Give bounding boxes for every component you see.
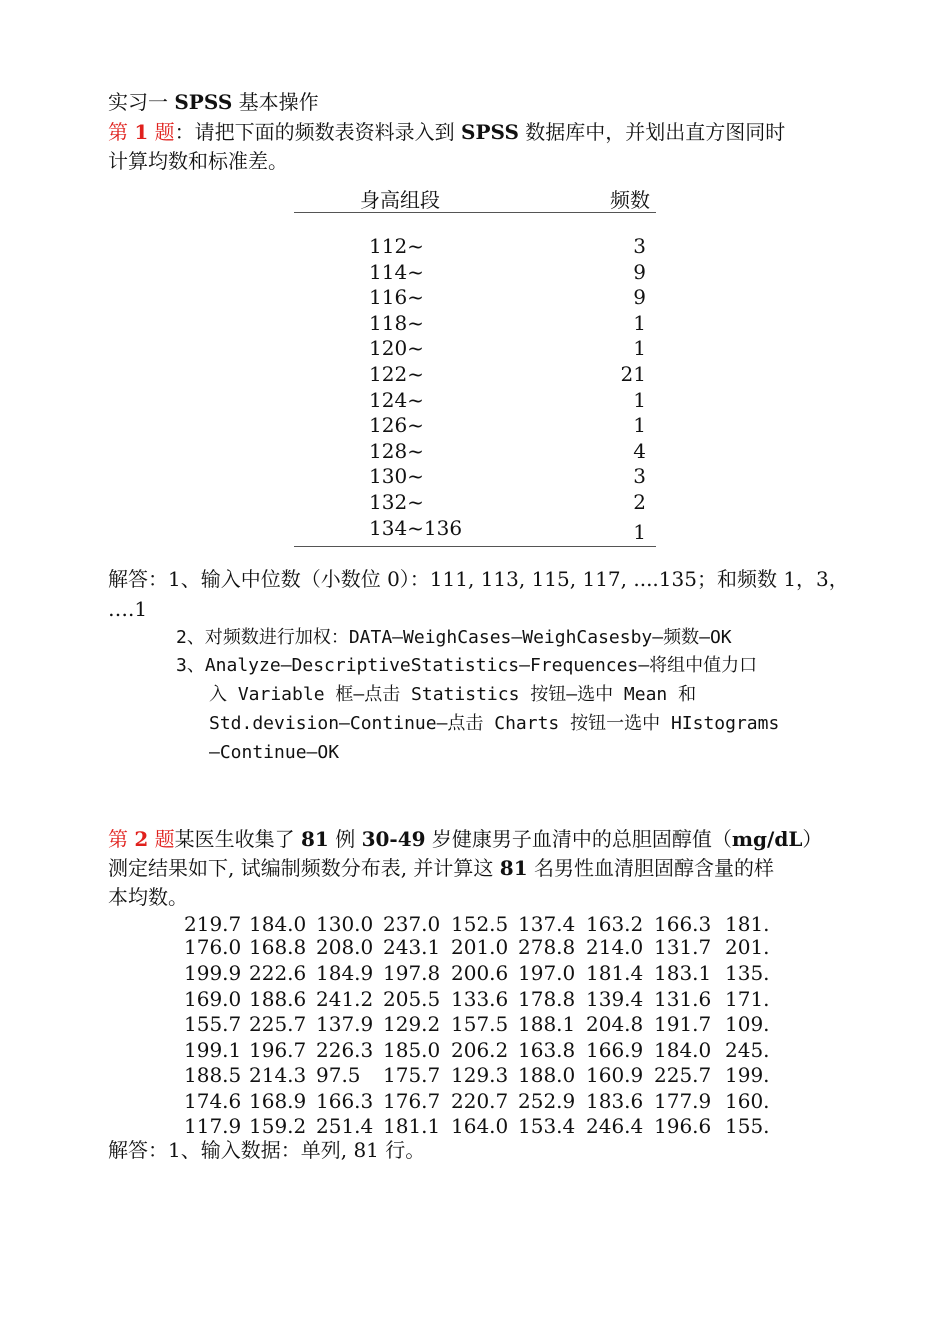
- height-group-cell: 130~: [369, 464, 424, 489]
- cholesterol-value: 237.0: [383, 912, 441, 936]
- cholesterol-value: 133.6: [451, 987, 509, 1011]
- cholesterol-value: 226.3: [316, 1038, 374, 1062]
- frequency-table-row: [294, 516, 656, 542]
- q1-answer-step3b: 入 Variable 框—点击 Statistics 按钮—选中 Mean 和: [209, 684, 697, 705]
- cholesterol-row: [180, 912, 780, 937]
- frequency-cell: 9: [633, 285, 646, 310]
- cholesterol-value: 205.5: [383, 987, 441, 1011]
- cholesterol-value: 188.6: [249, 987, 307, 1011]
- q1-heading: [108, 120, 785, 144]
- frequency-table-row: [294, 464, 656, 490]
- frequency-table-row: [294, 490, 656, 516]
- header-height-group: 身高组段: [360, 188, 440, 212]
- cholesterol-value: 97.5: [316, 1063, 361, 1087]
- cholesterol-value: 131.6: [654, 987, 712, 1011]
- height-group-cell: 118~: [369, 310, 424, 335]
- frequency-cell: 1: [633, 413, 646, 438]
- cholesterol-value: 159.2: [249, 1114, 307, 1138]
- cholesterol-value: 153.4: [518, 1114, 576, 1138]
- cholesterol-value: 155.: [725, 1114, 770, 1138]
- cholesterol-value: 137.4: [518, 912, 576, 936]
- q2-text-line2: 测定结果如下, 试编制频数分布表, 并计算这 81 名男性血清胆固醇含量的样: [108, 856, 774, 880]
- cholesterol-value: 135.: [725, 961, 770, 985]
- cholesterol-value: 208.0: [316, 935, 374, 959]
- header-frequency: 频数: [610, 188, 650, 212]
- cholesterol-value: 152.5: [451, 912, 509, 936]
- frequency-table-row: [294, 260, 656, 286]
- cholesterol-value: 246.4: [586, 1114, 644, 1138]
- table-top-rule: [294, 212, 656, 213]
- q1-answer-line1: 解答：1、输入中位数（小数位 0）：111, 113, 115, 117, ....135；和频数 1，3，: [108, 567, 849, 591]
- frequency-cell: 21: [620, 362, 646, 386]
- height-group-cell: 128~: [369, 438, 424, 463]
- cholesterol-value: 220.7: [451, 1089, 509, 1113]
- cholesterol-value: 169.0: [184, 987, 242, 1011]
- frequency-cell: 1: [633, 520, 646, 544]
- frequency-table-header: [294, 184, 656, 212]
- table-bottom-rule: [294, 546, 656, 547]
- cholesterol-value: 160.: [725, 1089, 770, 1113]
- cholesterol-value: 184.0: [249, 912, 307, 936]
- cholesterol-value: 181.4: [586, 961, 644, 985]
- q2-heading: 第 2 题某医生收集了 81 例 30-49 岁健康男子血清中的总胆固醇值（mg/dL）: [108, 827, 823, 851]
- cholesterol-value: 166.3: [654, 912, 712, 936]
- cholesterol-value: 131.7: [654, 935, 712, 959]
- frequency-table-row: [294, 413, 656, 439]
- cholesterol-value: 175.7: [383, 1063, 441, 1087]
- frequency-cell: 9: [633, 259, 646, 284]
- frequency-cell: 1: [633, 336, 646, 361]
- frequency-table-row: [294, 362, 656, 388]
- height-group-cell: 116~: [369, 285, 424, 310]
- q1-text-b: 数据库中，并划出直方图同时: [518, 120, 786, 144]
- q1-answer-step2: 2、对频数进行加权：DATA—WeighCases—WeighCasesby—频数—OK: [176, 627, 732, 648]
- height-group-cell: 112~: [369, 234, 424, 258]
- height-group-cell: 114~: [369, 259, 424, 284]
- cholesterol-value: 181.: [725, 912, 770, 936]
- frequency-cell: 3: [633, 234, 646, 258]
- q1-text-a: ：请把下面的频数表资料录入到: [174, 120, 461, 144]
- cholesterol-value: 222.6: [249, 961, 307, 985]
- cholesterol-value: 197.0: [518, 961, 576, 985]
- cholesterol-value: 171.: [725, 987, 770, 1011]
- cholesterol-value: 155.7: [184, 1012, 242, 1036]
- frequency-table-row: [294, 311, 656, 337]
- q1-answer-step3c: Std.devision—Continue—点击 Charts 按钮一选中 HIstograms: [209, 713, 780, 734]
- height-group-cell: 120~: [369, 336, 424, 361]
- cholesterol-value: 188.0: [518, 1063, 576, 1087]
- cholesterol-value: 163.2: [586, 912, 644, 936]
- cholesterol-value: 109.: [725, 1012, 770, 1036]
- cholesterol-row: [180, 935, 780, 960]
- q1-answer-line1b: ….1: [108, 597, 148, 621]
- cholesterol-value: 130.0: [316, 912, 374, 936]
- cholesterol-value: 188.5: [184, 1063, 242, 1087]
- height-group-cell: 122~: [369, 362, 424, 386]
- frequency-cell: 1: [633, 387, 646, 412]
- cholesterol-value: 191.7: [654, 1012, 712, 1036]
- cholesterol-value: 199.9: [184, 961, 242, 985]
- cholesterol-row: [180, 1089, 780, 1114]
- height-group-cell: 134~136: [369, 516, 463, 540]
- cholesterol-value: 129.3: [451, 1063, 509, 1087]
- cholesterol-value: 166.3: [316, 1089, 374, 1113]
- q1-text-c: 计算均数和标准差。: [108, 149, 288, 173]
- cholesterol-row: [180, 987, 780, 1012]
- frequency-table-row: [294, 285, 656, 311]
- cholesterol-row: [180, 1038, 780, 1063]
- cholesterol-value: 214.0: [586, 935, 644, 959]
- frequency-cell: 2: [633, 490, 646, 514]
- frequency-cell: 1: [633, 310, 646, 335]
- cholesterol-value: 201.0: [451, 935, 509, 959]
- cholesterol-value: 199.: [725, 1063, 770, 1087]
- cholesterol-value: 137.9: [316, 1012, 374, 1036]
- cholesterol-value: 139.4: [586, 987, 644, 1011]
- cholesterol-value: 174.6: [184, 1089, 242, 1113]
- q1-answer-step3d: —Continue—OK: [209, 742, 340, 763]
- cholesterol-value: 183.1: [654, 961, 712, 985]
- title-bold: SPSS: [174, 90, 233, 114]
- cholesterol-value: 199.1: [184, 1038, 242, 1062]
- q2-answer: 解答：1、输入数据：单列, 81 行。: [108, 1138, 426, 1162]
- cholesterol-value: 196.7: [249, 1038, 307, 1062]
- cholesterol-value: 117.9: [184, 1114, 242, 1138]
- cholesterol-row: [180, 961, 780, 986]
- cholesterol-value: 184.9: [316, 961, 374, 985]
- cholesterol-value: 196.6: [654, 1114, 712, 1138]
- cholesterol-value: 204.8: [586, 1012, 644, 1036]
- cholesterol-value: 129.2: [383, 1012, 441, 1036]
- cholesterol-value: 176.0: [184, 935, 242, 959]
- cholesterol-value: 183.6: [586, 1089, 644, 1113]
- cholesterol-value: 157.5: [451, 1012, 509, 1036]
- title-suffix: 基本操作: [232, 90, 319, 114]
- document-title: [108, 90, 319, 114]
- cholesterol-value: 252.9: [518, 1089, 576, 1113]
- cholesterol-value: 278.8: [518, 935, 576, 959]
- cholesterol-value: 241.2: [316, 987, 374, 1011]
- frequency-table-row: [294, 234, 656, 260]
- cholesterol-value: 206.2: [451, 1038, 509, 1062]
- cholesterol-value: 197.8: [383, 961, 441, 985]
- frequency-cell: 4: [633, 438, 646, 463]
- frequency-table-row: [294, 439, 656, 465]
- cholesterol-value: 164.0: [451, 1114, 509, 1138]
- q1-text-bold: SPSS: [461, 120, 519, 144]
- title-prefix: 实习一: [108, 90, 175, 114]
- height-group-cell: 124~: [369, 387, 424, 412]
- q2-label: 第 2 题: [108, 827, 175, 851]
- cholesterol-value: 181.1: [383, 1114, 441, 1138]
- cholesterol-row: [180, 1012, 780, 1037]
- q1-answer-step3a: 3、Analyze—DescriptiveStatistics—Frequences—将组中值力口: [176, 655, 758, 676]
- cholesterol-row: [180, 1114, 780, 1139]
- cholesterol-value: 185.0: [383, 1038, 441, 1062]
- frequency-table-row: [294, 388, 656, 414]
- cholesterol-value: 219.7: [184, 912, 242, 936]
- cholesterol-value: 225.7: [249, 1012, 307, 1036]
- cholesterol-value: 176.7: [383, 1089, 441, 1113]
- cholesterol-value: 177.9: [654, 1089, 712, 1113]
- cholesterol-value: 188.1: [518, 1012, 576, 1036]
- cholesterol-value: 245.: [725, 1038, 770, 1062]
- cholesterol-value: 184.0: [654, 1038, 712, 1062]
- cholesterol-value: 243.1: [383, 935, 441, 959]
- cholesterol-value: 168.9: [249, 1089, 307, 1113]
- cholesterol-value: 166.9: [586, 1038, 644, 1062]
- frequency-table-row: [294, 336, 656, 362]
- cholesterol-row: [180, 1063, 780, 1088]
- frequency-cell: 3: [633, 464, 646, 489]
- height-group-cell: 132~: [369, 490, 424, 514]
- cholesterol-value: 163.8: [518, 1038, 576, 1062]
- cholesterol-value: 168.8: [249, 935, 307, 959]
- q2-text-line3: 本均数。: [108, 885, 188, 909]
- cholesterol-value: 160.9: [586, 1063, 644, 1087]
- cholesterol-value: 200.6: [451, 961, 509, 985]
- cholesterol-value: 214.3: [249, 1063, 307, 1087]
- height-group-cell: 126~: [369, 413, 424, 438]
- cholesterol-value: 178.8: [518, 987, 576, 1011]
- cholesterol-value: 201.: [725, 935, 770, 959]
- cholesterol-value: 225.7: [654, 1063, 712, 1087]
- q1-label: 第 1 题: [108, 120, 175, 144]
- cholesterol-value: 251.4: [316, 1114, 374, 1138]
